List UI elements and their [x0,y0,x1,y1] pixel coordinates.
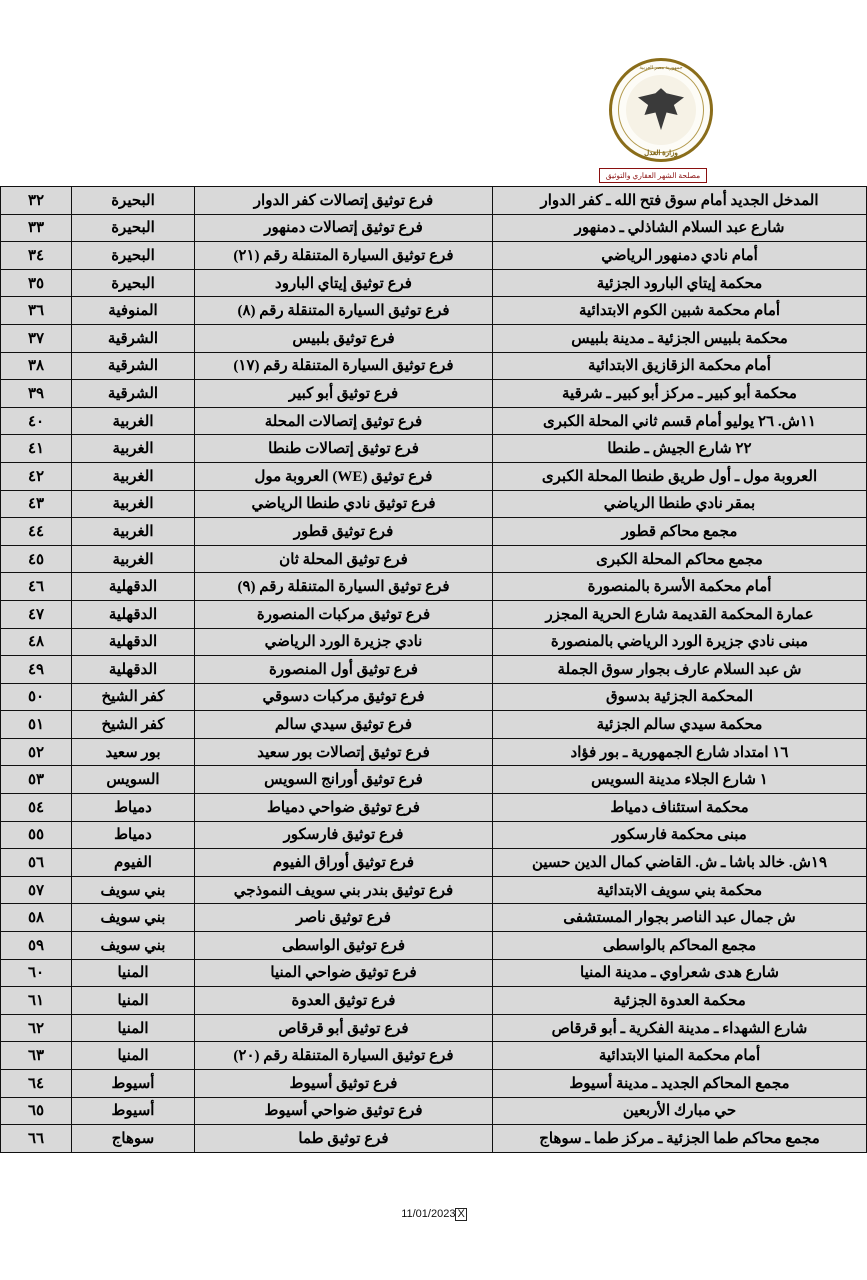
table-row [1,324,867,352]
cell-index: ٥٥ [1,821,72,849]
cell-index: ٦٣ [1,1042,72,1070]
emblem-band-top: جمهورية مصر العربية [639,66,683,71]
cell-index: ٣٢ [1,187,72,215]
authority-stamp: مصلحة الشهر العقاري والتوثيق [599,168,707,183]
cell-governorate: بني سويف [72,932,195,960]
cell-index: ٥٠ [1,683,72,711]
cell-address: مجمع المحاكم بالواسطى [493,932,867,960]
table-row [1,932,867,960]
cell-address: أمام محكمة المنيا الابتدائية [493,1042,867,1070]
table-row [1,297,867,325]
emblem-band-bottom: وزارة العدل [644,149,678,157]
cell-branch-name: فرع توثيق السيارة المتنقلة رقم (٨) [195,297,493,325]
cell-address: مبنى نادي جزيرة الورد الرياضي بالمنصورة [493,628,867,656]
eagle-icon [638,88,684,130]
cell-address: ٢٢ شارع الجيش ـ طنطا [493,435,867,463]
cell-governorate: المنوفية [72,297,195,325]
cell-index: ٣٨ [1,352,72,380]
cell-index: ٥٣ [1,766,72,794]
cell-address: أمام نادي دمنهور الرياضي [493,242,867,270]
table-row [1,214,867,242]
cell-index: ٣٧ [1,324,72,352]
cell-index: ٦٤ [1,1070,72,1098]
cell-governorate: البحيرة [72,214,195,242]
cell-branch-name: فرع توثيق مركبات المنصورة [195,600,493,628]
table-row [1,683,867,711]
cell-branch-name: فرع توثيق أبو كبير [195,380,493,408]
cell-governorate: الغربية [72,518,195,546]
cell-branch-name: فرع توثيق إيتاي البارود [195,269,493,297]
cell-address: ١٦ امتداد شارع الجمهورية ـ بور فؤاد [493,738,867,766]
cell-governorate: الغربية [72,435,195,463]
cell-index: ٥٦ [1,849,72,877]
cell-governorate: أسيوط [72,1070,195,1098]
cell-address: مجمع محاكم قطور [493,518,867,546]
cell-governorate: المنيا [72,987,195,1015]
table-row [1,352,867,380]
national-emblem-icon [609,58,713,162]
cell-governorate: سوهاج [72,1125,195,1153]
cell-branch-name: فرع توثيق (WE) العروبة مول [195,462,493,490]
cell-address: مجمع المحاكم الجديد ـ مدينة أسيوط [493,1070,867,1098]
cell-index: ٥٨ [1,904,72,932]
cell-branch-name: فرع توثيق أورانج السويس [195,766,493,794]
table-row [1,545,867,573]
emblem-block [605,58,717,183]
cell-branch-name: فرع توثيق أوراق الفيوم [195,849,493,877]
cell-governorate: السويس [72,766,195,794]
branches-table-body [1,187,867,1153]
cell-governorate: المنيا [72,959,195,987]
cell-branch-name: فرع توثيق إتصالات بور سعيد [195,738,493,766]
cell-index: ٤٣ [1,490,72,518]
cell-address: مجمع محاكم المحلة الكبرى [493,545,867,573]
cell-index: ٤٥ [1,545,72,573]
cell-index: ٤٠ [1,407,72,435]
cell-branch-name: فرع توثيق إتصالات دمنهور [195,214,493,242]
cell-branch-name: فرع توثيق ضواحي دمياط [195,794,493,822]
table-row [1,1125,867,1153]
cell-governorate: المنيا [72,1042,195,1070]
cell-governorate: الغربية [72,490,195,518]
table-row [1,407,867,435]
cell-governorate: البحيرة [72,242,195,270]
cell-address: المحكمة الجزئية بدسوق [493,683,867,711]
cell-address: محكمة أبو كبير ـ مركز أبو كبير ـ شرقية [493,380,867,408]
cell-address: محكمة بلبيس الجزئية ـ مدينة بلبيس [493,324,867,352]
table-row [1,518,867,546]
cell-index: ٤٩ [1,656,72,684]
table-row [1,242,867,270]
cell-index: ٦٦ [1,1125,72,1153]
footer-mark: X [457,1208,465,1220]
cell-governorate: أسيوط [72,1097,195,1125]
cell-governorate: دمياط [72,794,195,822]
cell-branch-name: فرع توثيق السيارة المتنقلة رقم (٩) [195,573,493,601]
cell-governorate: كفر الشيخ [72,683,195,711]
cell-branch-name: فرع توثيق طما [195,1125,493,1153]
cell-index: ٣٤ [1,242,72,270]
table-row [1,600,867,628]
table-row [1,573,867,601]
cell-governorate: الغربية [72,407,195,435]
cell-branch-name: فرع توثيق أبو قرقاص [195,1014,493,1042]
cell-branch-name: فرع توثيق الواسطى [195,932,493,960]
cell-index: ٣٣ [1,214,72,242]
cell-governorate: بور سعيد [72,738,195,766]
table-row [1,959,867,987]
cell-governorate: الدقهلية [72,628,195,656]
cell-branch-name: فرع توثيق نادي طنطا الرياضي [195,490,493,518]
cell-index: ٣٥ [1,269,72,297]
cell-index: ٤٦ [1,573,72,601]
cell-address: حي مبارك الأربعين [493,1097,867,1125]
cell-branch-name: فرع توثيق قطور [195,518,493,546]
table-row [1,904,867,932]
cell-governorate: الشرقية [72,352,195,380]
cell-index: ٣٩ [1,380,72,408]
cell-index: ٤١ [1,435,72,463]
table-row [1,1070,867,1098]
cell-branch-name: فرع توثيق العدوة [195,987,493,1015]
cell-branch-name: فرع توثيق أسيوط [195,1070,493,1098]
table-row [1,656,867,684]
table-row [1,766,867,794]
table-row [1,987,867,1015]
branches-table [0,186,867,1153]
table-row [1,711,867,739]
cell-address: محكمة استئناف دمياط [493,794,867,822]
cell-governorate: المنيا [72,1014,195,1042]
cell-address: محكمة بني سويف الابتدائية [493,876,867,904]
cell-branch-name: نادي جزيرة الورد الرياضي [195,628,493,656]
cell-index: ٣٦ [1,297,72,325]
cell-address: محكمة إيتاي البارود الجزئية [493,269,867,297]
table-row [1,490,867,518]
cell-branch-name: فرع توثيق بندر بني سويف النموذجي [195,876,493,904]
table-row [1,628,867,656]
cell-governorate: الشرقية [72,324,195,352]
cell-index: ٤٢ [1,462,72,490]
document-footer [0,1204,867,1222]
cell-index: ٥٩ [1,932,72,960]
cell-address: محكمة سيدي سالم الجزئية [493,711,867,739]
cell-branch-name: فرع توثيق السيارة المتنقلة رقم (٢٠) [195,1042,493,1070]
cell-governorate: الغربية [72,545,195,573]
cell-address: المدخل الجديد أمام سوق فتح الله ـ كفر الدوار [493,187,867,215]
cell-governorate: الدقهلية [72,573,195,601]
cell-governorate: كفر الشيخ [72,711,195,739]
cell-branch-name: فرع توثيق السيارة المتنقلة رقم (١٧) [195,352,493,380]
table-row [1,849,867,877]
cell-index: ٤٤ [1,518,72,546]
cell-governorate: الدقهلية [72,656,195,684]
cell-address: ١٩ش. خالد باشا ـ ش. القاضي كمال الدين حسين [493,849,867,877]
table-row [1,738,867,766]
cell-address: أمام محكمة شبين الكوم الابتدائية [493,297,867,325]
cell-index: ٦٢ [1,1014,72,1042]
cell-address: أمام محكمة الزقازيق الابتدائية [493,352,867,380]
cell-governorate: البحيرة [72,269,195,297]
table-row [1,794,867,822]
cell-address: العروبة مول ـ أول طريق طنطا المحلة الكبرى [493,462,867,490]
cell-branch-name: فرع توثيق فارسكور [195,821,493,849]
cell-branch-name: فرع توثيق إتصالات طنطا [195,435,493,463]
cell-branch-name: فرع توثيق مركبات دسوقي [195,683,493,711]
cell-governorate: الشرقية [72,380,195,408]
cell-address: مبنى محكمة فارسكور [493,821,867,849]
cell-address: عمارة المحكمة القديمة شارع الحرية المجزر [493,600,867,628]
cell-address: أمام محكمة الأسرة بالمنصورة [493,573,867,601]
table-row [1,821,867,849]
cell-index: ٥٤ [1,794,72,822]
cell-branch-name: فرع توثيق السيارة المتنقلة رقم (٢١) [195,242,493,270]
cell-branch-name: فرع توثيق المحلة ثان [195,545,493,573]
cell-index: ٦١ [1,987,72,1015]
cell-branch-name: فرع توثيق ناصر [195,904,493,932]
table-row [1,462,867,490]
cell-address: بمقر نادي طنطا الرياضي [493,490,867,518]
cell-index: ٥٢ [1,738,72,766]
cell-governorate: بني سويف [72,876,195,904]
table-row [1,1042,867,1070]
cell-branch-name: فرع توثيق سيدي سالم [195,711,493,739]
cell-address: ش جمال عبد الناصر بجوار المستشفى [493,904,867,932]
cell-branch-name: فرع توثيق ضواحي أسيوط [195,1097,493,1125]
cell-governorate: الدقهلية [72,600,195,628]
cell-index: ٤٧ [1,600,72,628]
cell-governorate: دمياط [72,821,195,849]
document-header [0,0,867,186]
table-row [1,435,867,463]
cell-governorate: الغربية [72,462,195,490]
table-row [1,876,867,904]
cell-address: ١١ش. ٢٦ يوليو أمام قسم ثاني المحلة الكبرى [493,407,867,435]
cell-index: ٥١ [1,711,72,739]
cell-address: شارع عبد السلام الشاذلي ـ دمنهور [493,214,867,242]
footer-date [401,1208,466,1221]
cell-index: ٦٠ [1,959,72,987]
cell-index: ٤٨ [1,628,72,656]
cell-index: ٥٧ [1,876,72,904]
cell-address: ١ شارع الجلاء مدينة السويس [493,766,867,794]
cell-address: محكمة العدوة الجزئية [493,987,867,1015]
cell-branch-name: فرع توثيق إتصالات كفر الدوار [195,187,493,215]
table-row [1,1097,867,1125]
table-row [1,1014,867,1042]
cell-address: ش عبد السلام عارف بجوار سوق الجملة [493,656,867,684]
cell-branch-name: فرع توثيق أول المنصورة [195,656,493,684]
cell-governorate: البحيرة [72,187,195,215]
cell-branch-name: فرع توثيق بلبيس [195,324,493,352]
cell-address: مجمع محاكم طما الجزئية ـ مركز طما ـ سوهاج [493,1125,867,1153]
cell-address: شارع هدى شعراوي ـ مدينة المنيا [493,959,867,987]
cell-governorate: بني سويف [72,904,195,932]
cell-governorate: الفيوم [72,849,195,877]
footer-date-text: 11/01/2023 [401,1208,456,1220]
table-row [1,380,867,408]
cell-index: ٦٥ [1,1097,72,1125]
cell-branch-name: فرع توثيق إتصالات المحلة [195,407,493,435]
table-row [1,269,867,297]
table-row [1,187,867,215]
cell-branch-name: فرع توثيق ضواحي المنيا [195,959,493,987]
cell-address: شارع الشهداء ـ مدينة الفكرية ـ أبو قرقاص [493,1014,867,1042]
